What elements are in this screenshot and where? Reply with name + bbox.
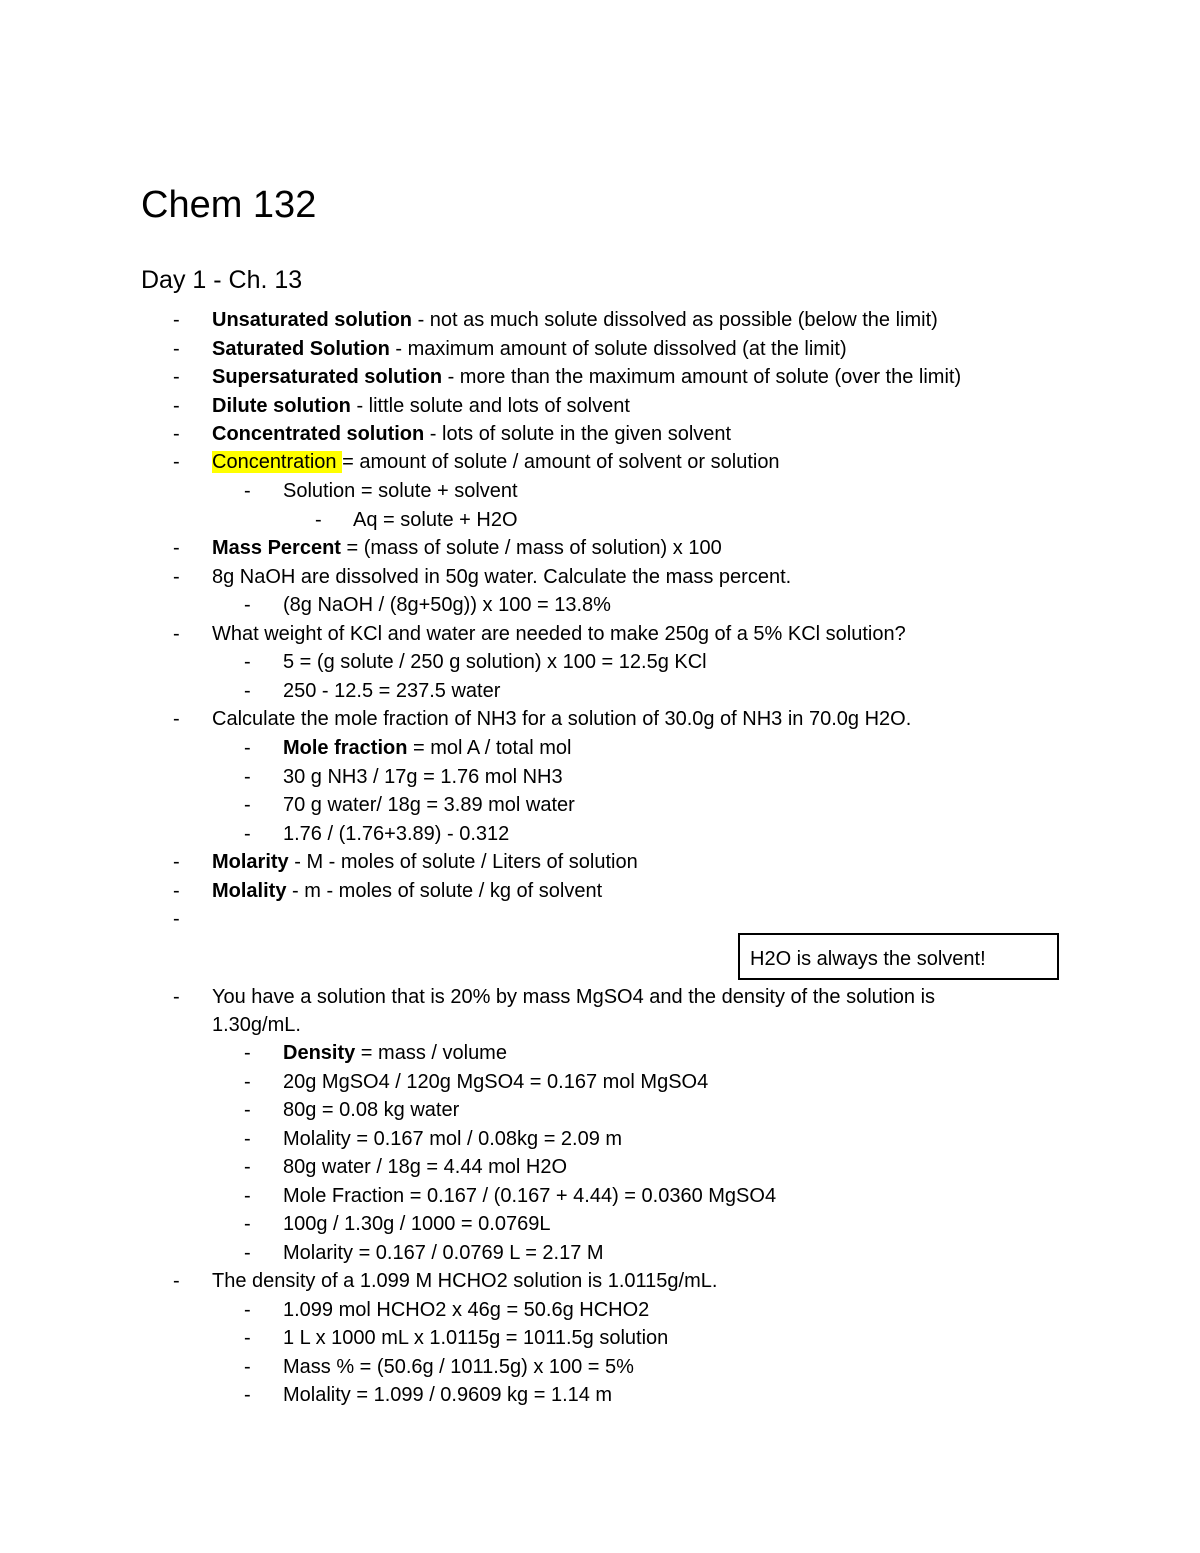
term-bold: Molality — [212, 880, 287, 902]
list-item — [0, 677, 1100, 705]
bullet-dash: - — [244, 1071, 251, 1093]
bullet-dash: - — [173, 366, 180, 388]
bullet-dash: - — [173, 309, 180, 331]
bullet-dash: - — [173, 566, 180, 588]
list-item — [0, 563, 1100, 591]
list-item-text: (8g NaOH / (8g+50g)) x 100 = 13.8% — [283, 594, 611, 616]
list-item-text: You have a solution that is 20% by mass MgSO4 and the density of the solution is — [212, 986, 936, 1008]
term-bold: Unsaturated solution — [212, 309, 413, 331]
list-item-continuation — [0, 1011, 1100, 1039]
page-title: Chem 132 — [141, 184, 317, 226]
highlighted-term: Concentration — [212, 451, 343, 473]
list-item — [0, 983, 1100, 1011]
bullet-dash: - — [173, 708, 180, 730]
bullet-dash: - — [244, 766, 251, 788]
list-item-text — [212, 363, 961, 391]
list-item-text: 1.099 mol HCHO2 x 46g = 50.6g HCHO2 — [283, 1299, 650, 1321]
list-item-text: 30 g NH3 / 17g = 1.76 mol NH3 — [283, 766, 563, 788]
list-item-text — [283, 734, 571, 762]
list-item — [0, 1125, 1100, 1153]
list-item-text — [212, 848, 638, 876]
list-item-text — [212, 392, 630, 420]
term-bold: Mole fraction — [283, 737, 408, 759]
definition-text: = (mass of solute / mass of solution) x 100 — [340, 537, 722, 559]
definition-text: - m - moles of solute / kg of solvent — [286, 880, 603, 902]
list-item — [0, 820, 1100, 848]
list-item-text: Molarity = 0.167 / 0.0769 L = 2.17 M — [283, 1242, 604, 1264]
list-item-text: Calculate the mole fraction of NH3 for a solution of 30.0g of NH3 in 70.0g H2O. — [212, 708, 912, 730]
bullet-dash: - — [244, 823, 251, 845]
list-item — [0, 1068, 1100, 1096]
note-box: H2O is always the solvent! — [738, 933, 1059, 980]
definition-text: = mol A / total mol — [407, 737, 572, 759]
list-item-text — [212, 534, 722, 562]
bullet-dash: - — [315, 509, 322, 531]
bullet-dash: - — [244, 737, 251, 759]
list-item-text: Solution = solute + solvent — [283, 480, 518, 502]
bullet-dash: - — [244, 794, 251, 816]
list-item-text: 1.30g/mL. — [212, 1014, 301, 1036]
list-item-text — [283, 1039, 507, 1067]
bullet-dash: - — [244, 594, 251, 616]
list-item — [0, 1096, 1100, 1124]
list-item — [0, 1182, 1100, 1210]
list-item-text: Molality = 0.167 mol / 0.08kg = 2.09 m — [283, 1128, 623, 1150]
list-item-text: 5 = (g solute / 250 g solution) x 100 = 12.5g KCl — [283, 651, 707, 673]
list-item — [0, 1381, 1100, 1409]
bullet-dash: - — [244, 1327, 251, 1349]
definition-text: - M - moles of solute / Liters of solution — [288, 851, 638, 873]
list-item-text: 100g / 1.30g / 1000 = 0.0769L — [283, 1213, 551, 1235]
list-item — [0, 1153, 1100, 1181]
bullet-dash: - — [244, 1128, 251, 1150]
definition-text: = mass / volume — [355, 1042, 507, 1064]
bullet-dash: - — [244, 1356, 251, 1378]
list-item-text: 80g water / 18g = 4.44 mol H2O — [283, 1156, 568, 1178]
term-bold: Density — [283, 1042, 356, 1064]
list-item — [0, 705, 1100, 733]
list-item — [0, 591, 1100, 619]
term-bold: Mass Percent — [212, 537, 341, 559]
list-item-text: 1 L x 1000 mL x 1.0115g = 1011.5g solution — [283, 1327, 669, 1349]
bullet-dash: - — [173, 851, 180, 873]
list-item — [0, 877, 1100, 905]
bullet-dash: - — [244, 480, 251, 502]
list-item — [0, 1210, 1100, 1238]
bullet-dash: - — [244, 1185, 251, 1207]
list-item-text: 20g MgSO4 / 120g MgSO4 = 0.167 mol MgSO4 — [283, 1071, 709, 1093]
bullet-dash: - — [244, 1213, 251, 1235]
list-item — [0, 448, 1100, 476]
term-bold: Molarity — [212, 851, 289, 873]
bullet-dash: - — [173, 908, 180, 930]
list-item — [0, 734, 1100, 762]
list-item — [0, 477, 1100, 505]
list-item-text: 70 g water/ 18g = 3.89 mol water — [283, 794, 575, 816]
list-item — [0, 1353, 1100, 1381]
bullet-dash: - — [244, 1242, 251, 1264]
term-bold: Dilute solution — [212, 395, 351, 417]
list-item — [0, 1239, 1100, 1267]
list-item — [0, 534, 1100, 562]
list-item — [0, 848, 1100, 876]
list-item-text — [212, 335, 847, 363]
bullet-dash: - — [173, 623, 180, 645]
list-item-text — [212, 877, 602, 905]
bullet-dash: - — [173, 338, 180, 360]
list-item-text: Aq = solute + H2O — [353, 509, 518, 531]
list-item-text: 8g NaOH are dissolved in 50g water. Calculate the mass percent. — [212, 566, 792, 588]
bullet-dash: - — [173, 880, 180, 902]
list-item — [0, 306, 1100, 334]
list-item — [0, 1267, 1100, 1295]
definition-text: - maximum amount of solute dissolved (at the limit) — [389, 338, 847, 360]
bullet-dash: - — [173, 537, 180, 559]
definition-text: - not as much solute dissolved as possible (below the limit) — [412, 309, 938, 331]
term-bold: Concentrated solution — [212, 423, 425, 445]
definition-text: - more than the maximum amount of solute (over the limit) — [442, 366, 962, 388]
bullet-dash: - — [173, 423, 180, 445]
list-item-text: Molality = 1.099 / 0.9609 kg = 1.14 m — [283, 1384, 613, 1406]
list-item-text — [212, 420, 731, 448]
bullet-dash: - — [173, 1270, 180, 1292]
bullet-dash: - — [244, 1299, 251, 1321]
list-item — [0, 392, 1100, 420]
bullet-dash: - — [173, 451, 180, 473]
list-item-text: 80g = 0.08 kg water — [283, 1099, 460, 1121]
list-item-text: 250 - 12.5 = 237.5 water — [283, 680, 501, 702]
list-item-text: Mole Fraction = 0.167 / (0.167 + 4.44) = 0.0360 MgSO4 — [283, 1185, 777, 1207]
definition-text: = amount of solute / amount of solvent or solution — [342, 451, 780, 473]
list-item-text: The density of a 1.099 M HCHO2 solution is 1.0115g/mL. — [212, 1270, 718, 1292]
list-item — [0, 1324, 1100, 1352]
bullet-dash: - — [244, 680, 251, 702]
term-bold: Supersaturated solution — [212, 366, 443, 388]
list-item — [0, 905, 1100, 933]
bullet-dash: - — [244, 1042, 251, 1064]
bullet-dash: - — [173, 986, 180, 1008]
list-item-text — [212, 448, 780, 476]
list-item-text — [212, 306, 938, 334]
definition-text: - lots of solute in the given solvent — [424, 423, 732, 445]
definition-text: - little solute and lots of solvent — [350, 395, 630, 417]
list-item-text: What weight of KCl and water are needed to make 250g of a 5% KCl solution? — [212, 623, 906, 645]
bullet-dash: - — [173, 395, 180, 417]
list-item-text: Mass % = (50.6g / 1011.5g) x 100 = 5% — [283, 1356, 634, 1378]
list-item — [0, 1039, 1100, 1067]
list-item — [0, 648, 1100, 676]
list-item — [0, 506, 1100, 534]
list-item — [0, 335, 1100, 363]
bullet-dash: - — [244, 1156, 251, 1178]
list-item — [0, 1296, 1100, 1324]
bullet-dash: - — [244, 1384, 251, 1406]
list-item — [0, 420, 1100, 448]
section-heading: Day 1 - Ch. 13 — [141, 266, 303, 294]
bullet-dash: - — [244, 1099, 251, 1121]
list-item — [0, 363, 1100, 391]
list-item — [0, 620, 1100, 648]
list-item-text: 1.76 / (1.76+3.89) - 0.312 — [283, 823, 510, 845]
bullet-dash: - — [244, 651, 251, 673]
term-bold: Saturated Solution — [212, 338, 390, 360]
list-item — [0, 763, 1100, 791]
list-item — [0, 791, 1100, 819]
